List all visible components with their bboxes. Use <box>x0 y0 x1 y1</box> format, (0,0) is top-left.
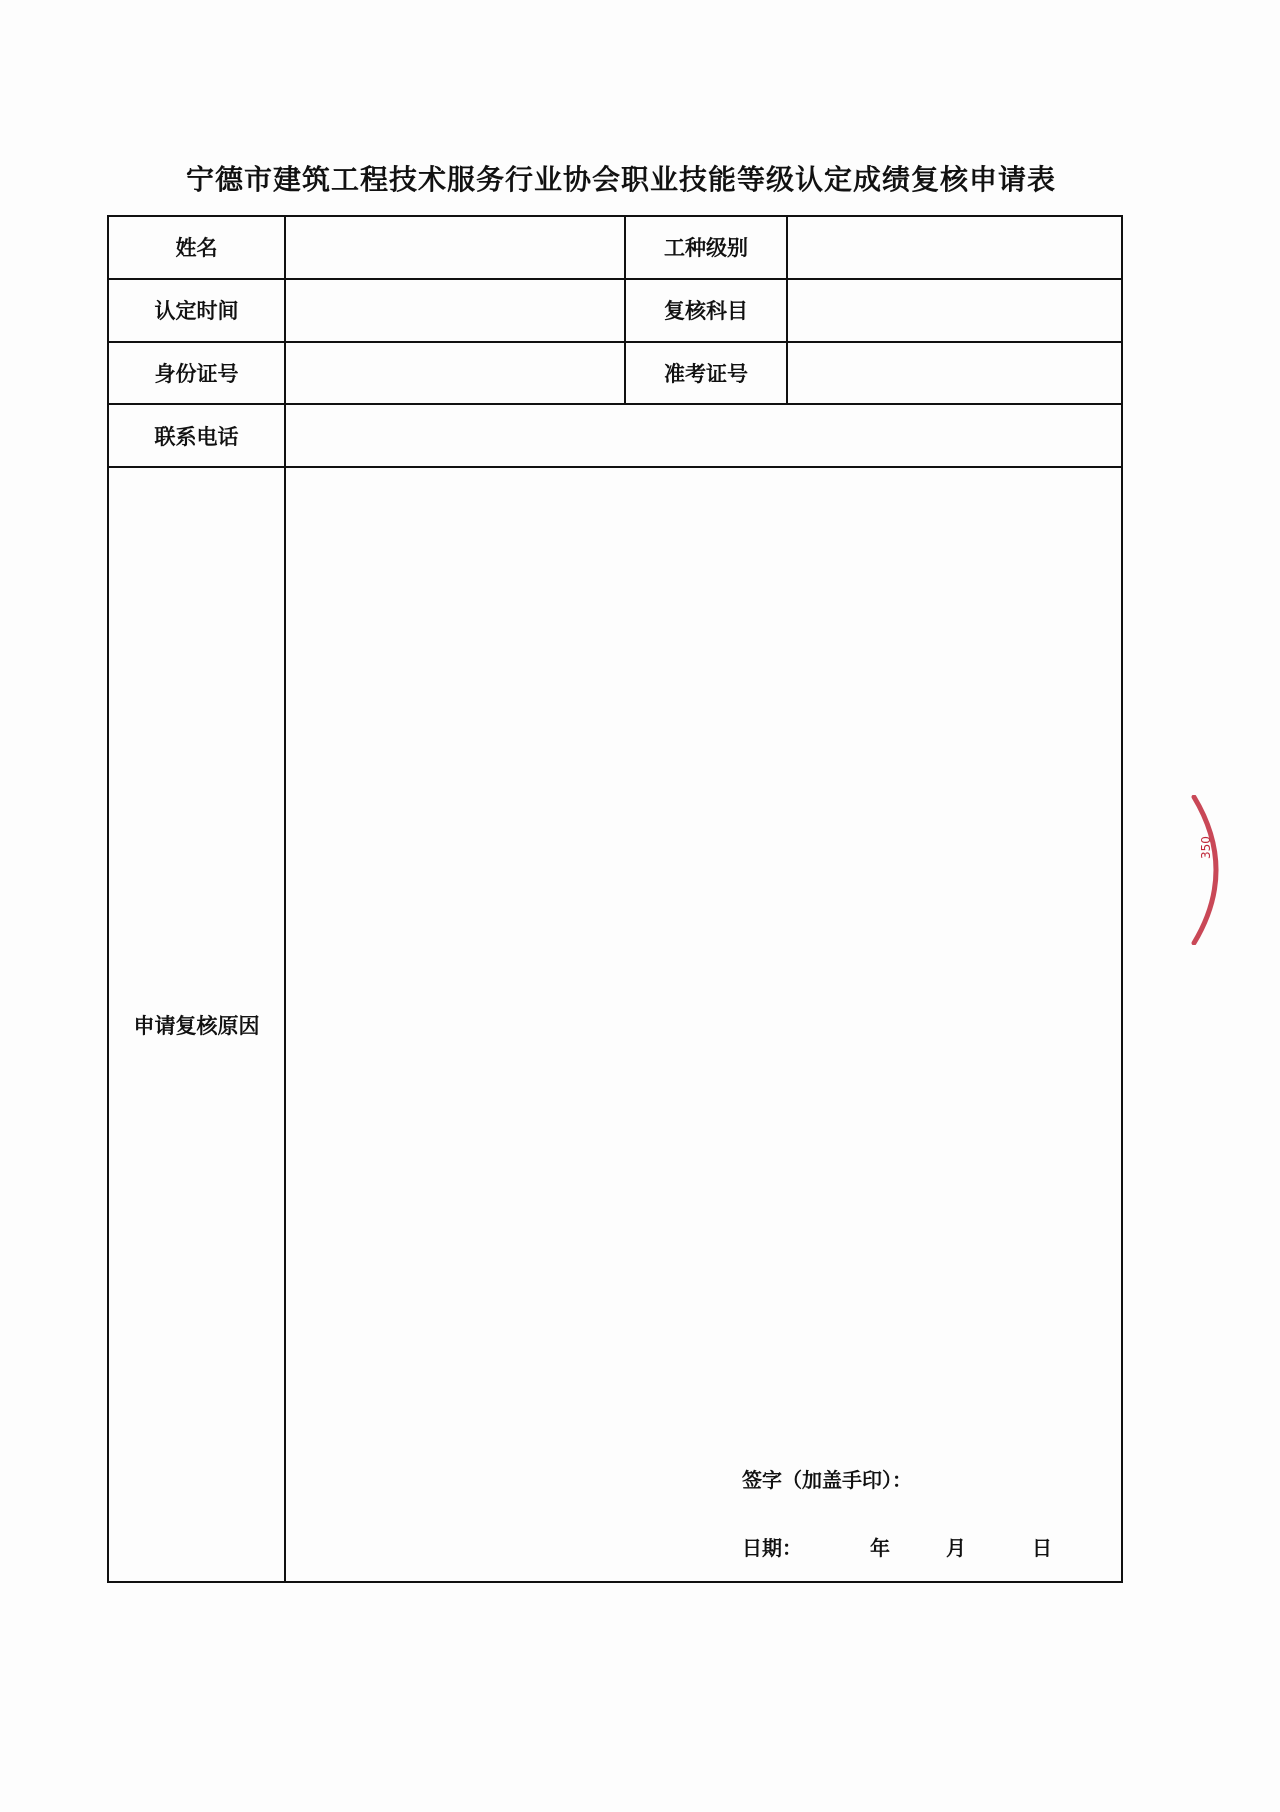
phone-field[interactable] <box>285 404 1122 467</box>
id-number-label: 身份证号 <box>108 342 285 405</box>
form-row-name <box>108 216 1122 279</box>
exam-ticket-label: 准考证号 <box>625 342 787 405</box>
form-row-id-number <box>108 342 1122 405</box>
form-row-cert-time <box>108 279 1122 342</box>
cert-time-field[interactable] <box>285 279 625 342</box>
day-label: 日 <box>1032 1536 1052 1561</box>
signature-label: 签字（加盖手印）： <box>742 1468 912 1493</box>
review-subject-label: 复核科目 <box>625 279 787 342</box>
form-row-phone <box>108 404 1122 467</box>
reason-area <box>285 467 1122 1582</box>
year-label: 年 <box>870 1536 890 1561</box>
id-number-field[interactable] <box>285 342 625 405</box>
seal-stamp-icon <box>1190 795 1230 945</box>
date-line <box>742 1532 1052 1561</box>
date-label: 日期： <box>742 1536 802 1561</box>
review-subject-field[interactable] <box>787 279 1122 342</box>
signature-line <box>742 1464 912 1493</box>
trade-level-label: 工种级别 <box>625 216 787 279</box>
page-title: 宁德市建筑工程技术服务行业协会职业技能等级认定成绩复核申请表 <box>185 163 1056 196</box>
exam-ticket-field[interactable] <box>787 342 1122 405</box>
name-field[interactable] <box>285 216 625 279</box>
review-application-form <box>107 215 1123 1583</box>
form-row-reason <box>108 467 1122 1582</box>
stamp-text: 350 <box>1199 836 1213 859</box>
cert-time-label: 认定时间 <box>108 279 285 342</box>
trade-level-field[interactable] <box>787 216 1122 279</box>
name-label: 姓名 <box>108 216 285 279</box>
phone-label: 联系电话 <box>108 404 285 467</box>
reason-field[interactable] <box>286 468 1121 1581</box>
reason-label: 申请复核原因 <box>108 467 285 1582</box>
month-label: 月 <box>946 1536 966 1561</box>
